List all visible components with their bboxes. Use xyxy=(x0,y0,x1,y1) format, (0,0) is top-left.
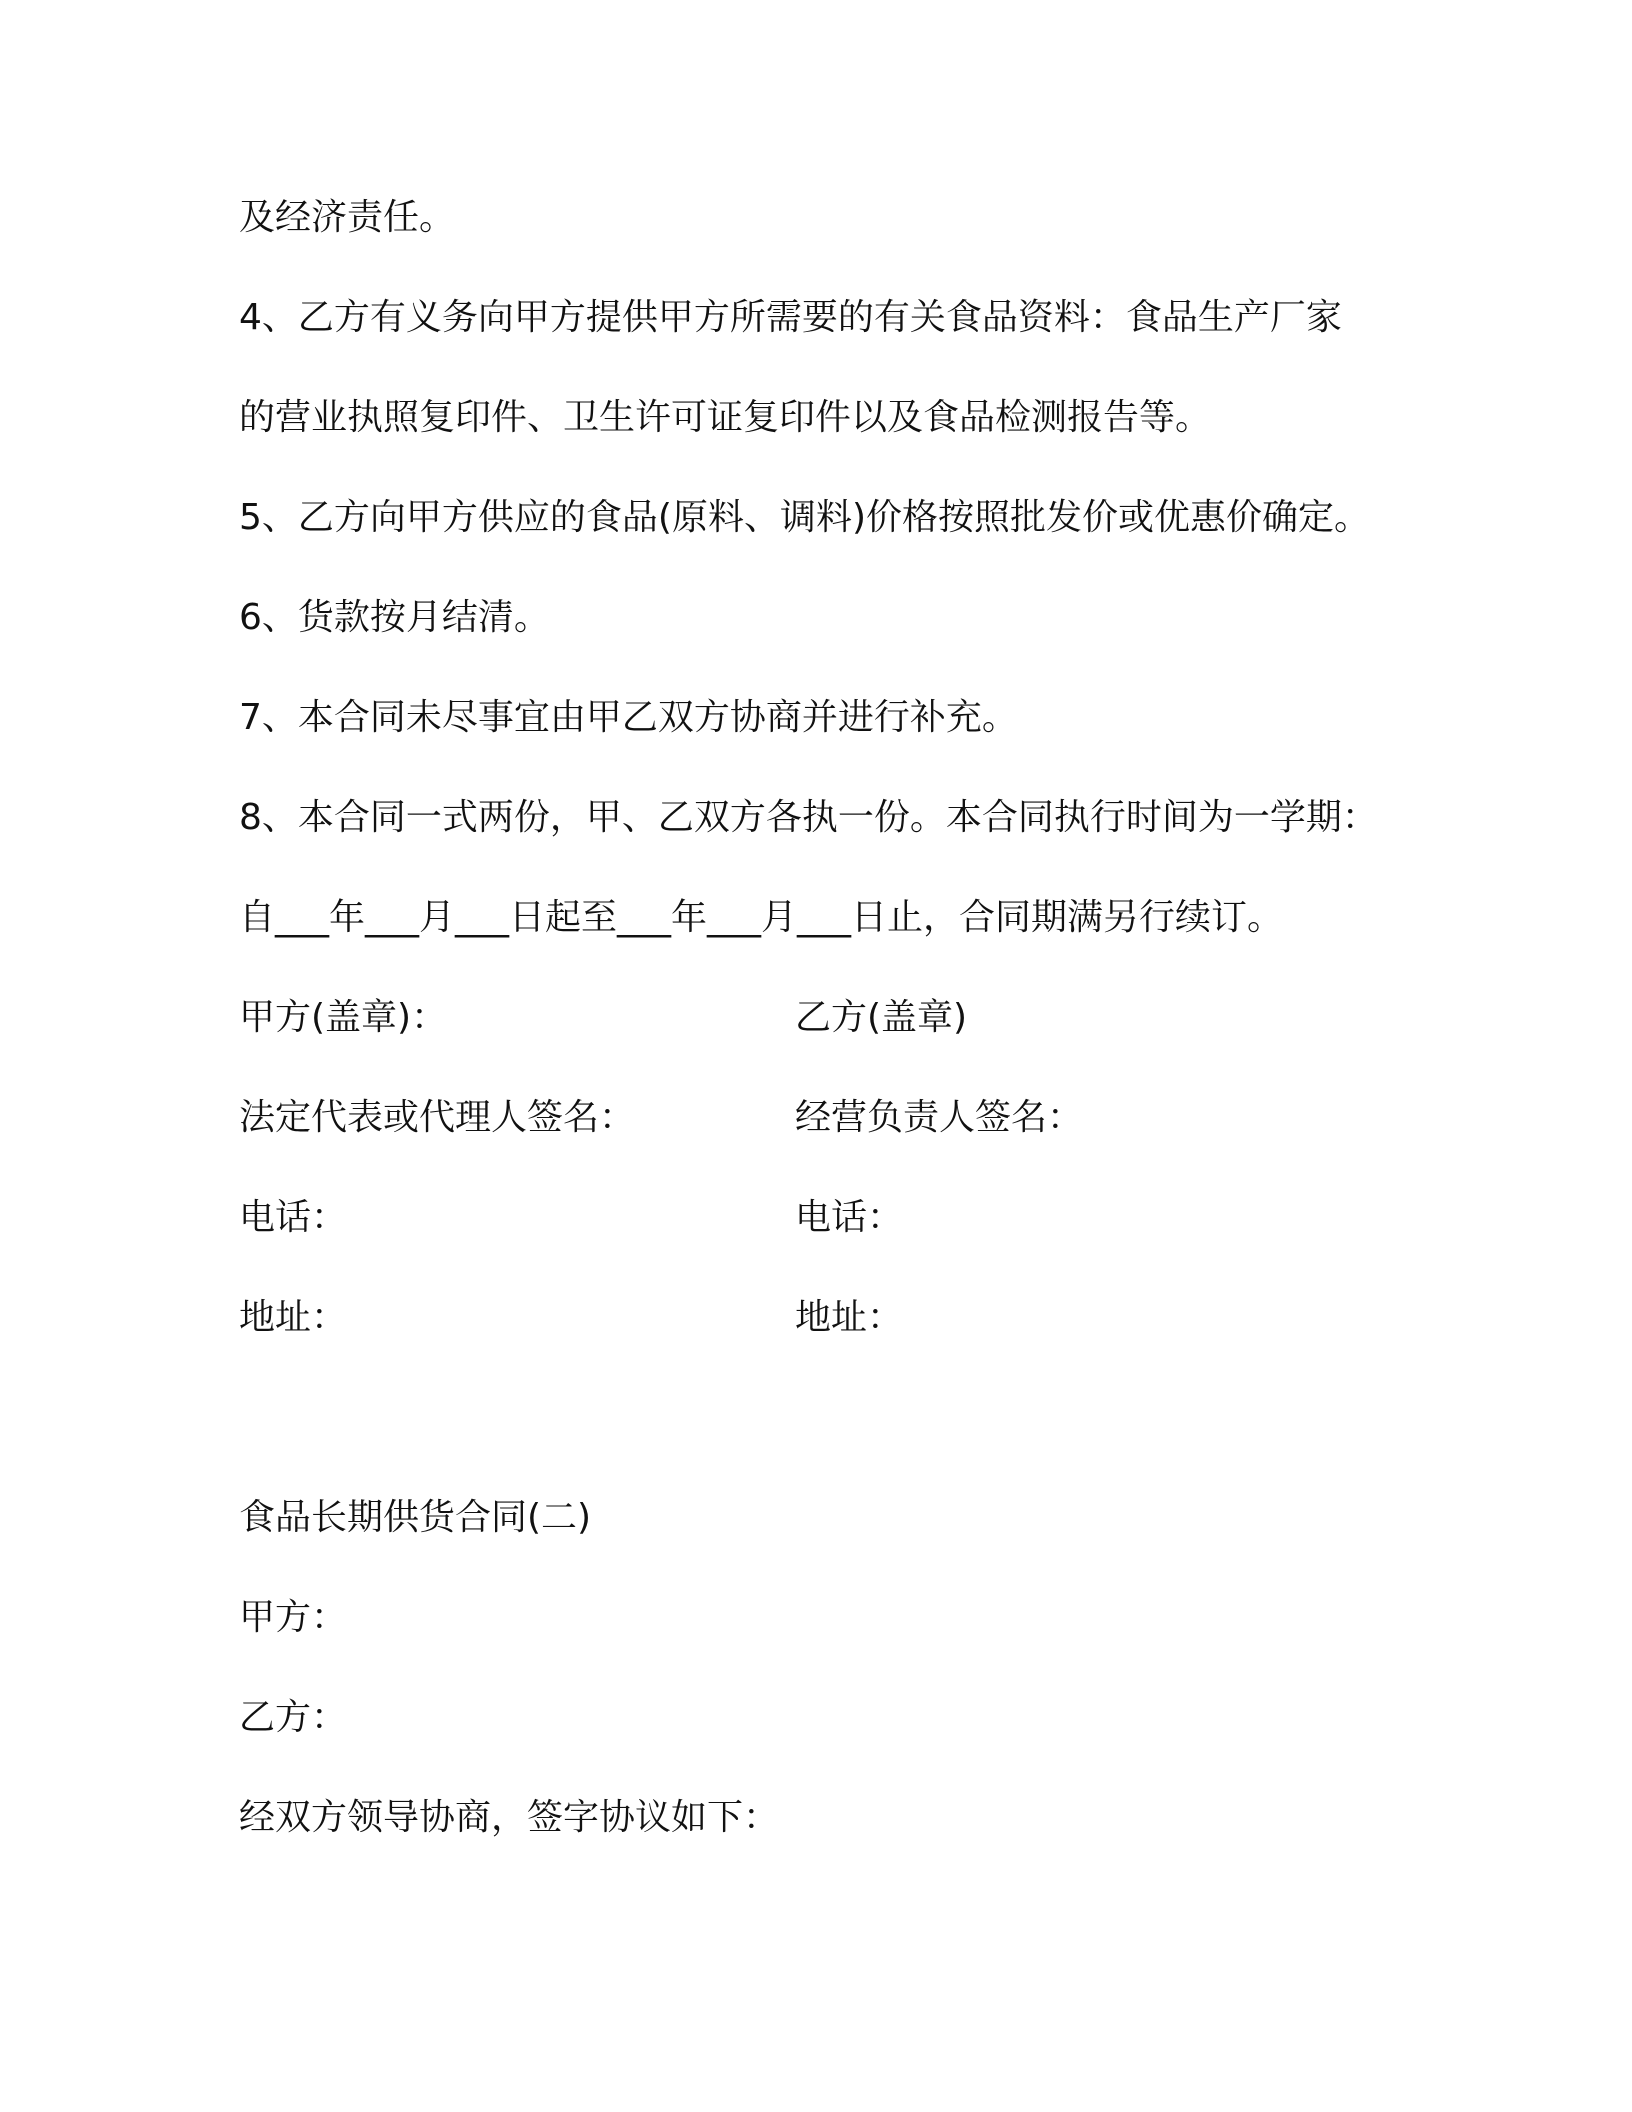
clause-5: 5、乙方向甲方供应的食品(原料、调料)价格按照批发价或优惠价确定。 xyxy=(239,497,1370,538)
party-b-seal-label: 乙方(盖章) xyxy=(795,997,968,1038)
party-a-phone-label: 电话： xyxy=(239,1197,348,1238)
clause-6: 6、货款按月结清。 xyxy=(239,597,550,638)
contract-two-title: 食品长期供货合同(二) xyxy=(239,1497,592,1538)
clause-8-line-2: 自___年___月___日起至___年___月___日止，合同期满另行续订。 xyxy=(239,897,1284,938)
clause-4-line-2: 的营业执照复印件、卫生许可证复印件以及食品检测报告等。 xyxy=(239,397,1212,438)
clause-8-line-1: 8、本合同一式两份，甲、乙双方各执一份。本合同执行时间为一学期： xyxy=(239,797,1378,838)
contract-two-intro: 经双方领导协商，签字协议如下： xyxy=(239,1797,780,1838)
clause-7: 7、本合同未尽事宜由甲乙双方协商并进行补充。 xyxy=(239,697,1018,738)
party-a-address-label: 地址： xyxy=(239,1297,348,1338)
paragraph-economic-liability: 及经济责任。 xyxy=(239,197,456,238)
contract-two-party-a: 甲方： xyxy=(239,1597,348,1638)
party-b-address-label: 地址： xyxy=(795,1297,904,1338)
party-a-seal-label: 甲方(盖章)： xyxy=(239,997,448,1038)
party-b-phone-label: 电话： xyxy=(795,1197,904,1238)
party-b-signer-label: 经营负责人签名： xyxy=(795,1097,1084,1138)
clause-4-line-1: 4、乙方有义务向甲方提供甲方所需要的有关食品资料：食品生产厂家 xyxy=(239,297,1342,338)
party-a-signer-label: 法定代表或代理人签名： xyxy=(239,1097,636,1138)
contract-two-party-b: 乙方： xyxy=(239,1697,348,1738)
